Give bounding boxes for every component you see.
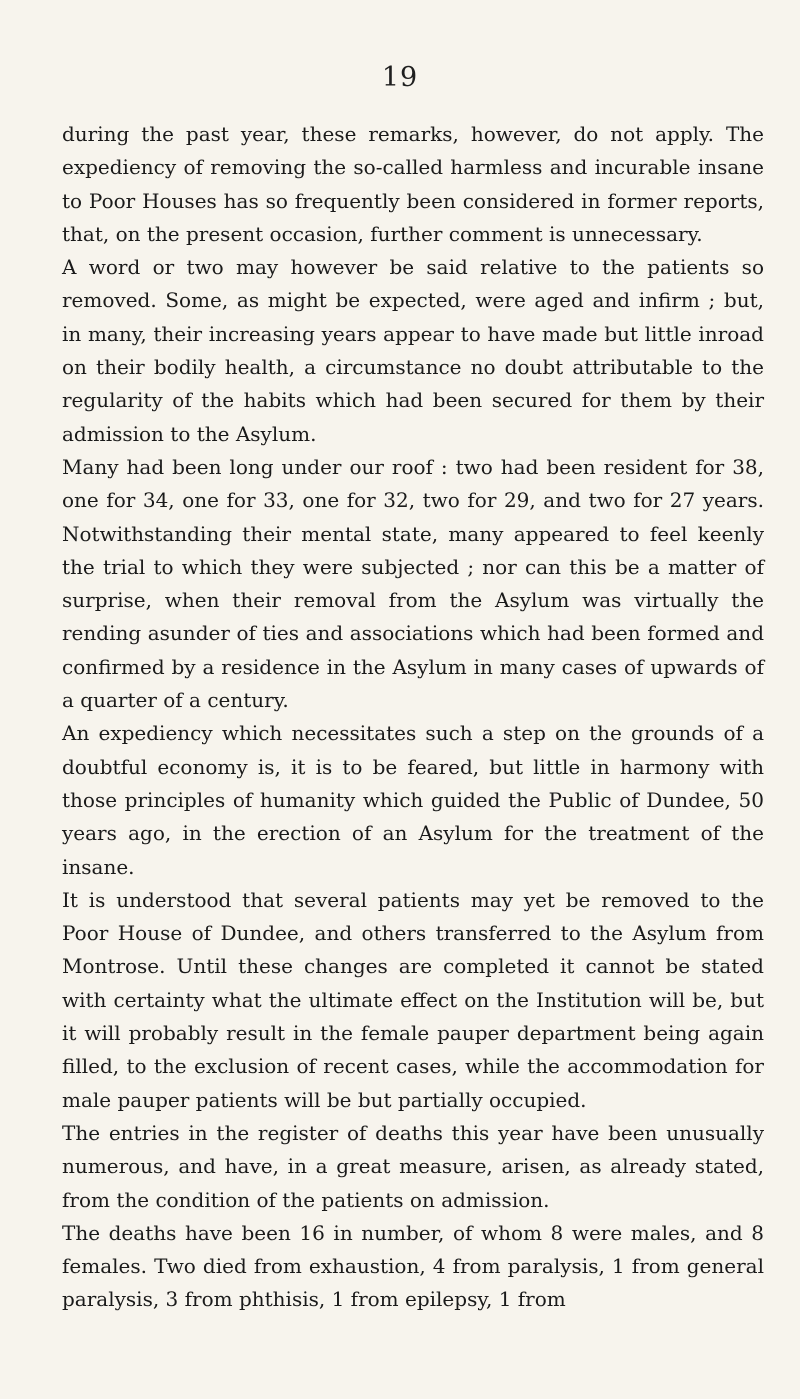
page-number: 19 xyxy=(381,62,419,93)
paragraph: An expediency which necessitates such a step on the grounds of a doubtful economy is, it is to be feared, but little in harmony with those principles of humanity which guided the Public of Dundee, 50 years ago, in the erection of an Asylum for the treatment of the insane. xyxy=(62,721,764,879)
paragraph: A word or two may however be said relative to the patients so removed. Some, as might be expected, were aged and infirm ; but, in many, their increasing years appear to have made but little inroad on their bodily health, a circumstance no doubt attributable to the regularity of the habits which had been secured for them by their admission to the Asylum. xyxy=(62,255,764,446)
paragraph: The entries in the register of deaths this year have been unusually numerous, and have, in a great measure, arisen, as already stated, from the condition of the patients on admission. xyxy=(62,1120,764,1212)
body-text xyxy=(62,118,764,1317)
paragraph: It is understood that several patients may yet be removed to the Poor House of Dundee, and others transferred to the Asylum from Montrose. Until these changes are completed it cannot be stated with certainty what the ultimate effect on the Institution will be, but it will probably result in the female pauper department being again filled, to the exclusion of recent cases, while the accommodation for male pauper patients will be but partially occupied. xyxy=(62,887,764,1112)
paragraph: during the past year, these remarks, however, do not apply. The expediency of removing the so-called harmless and incurable insane to Poor Houses has so frequently been considered in former reports, that, on the present occasion, further comment is unnecessary. xyxy=(62,122,764,246)
paragraph: Many had been long under our roof : two had been resident for 38, one for 34, one for 33, one for 32, two for 29, and two for 27 years. Notwithstanding their mental state, many appeared to feel keenly the trial to which they were subjected ; nor can this be a matter of surprise, when their removal from the Asylum was virtually the rending asunder of ties and associations which had been formed and confirmed by a residence in the Asylum in many cases of upwards of a quarter of a century. xyxy=(62,454,764,713)
paragraph: The deaths have been 16 in number, of whom 8 were males, and 8 females. Two died from exhaustion, 4 from paralysis, 1 from general paralysis, 3 from phthisis, 1 from epilepsy, 1 from xyxy=(62,1220,764,1312)
